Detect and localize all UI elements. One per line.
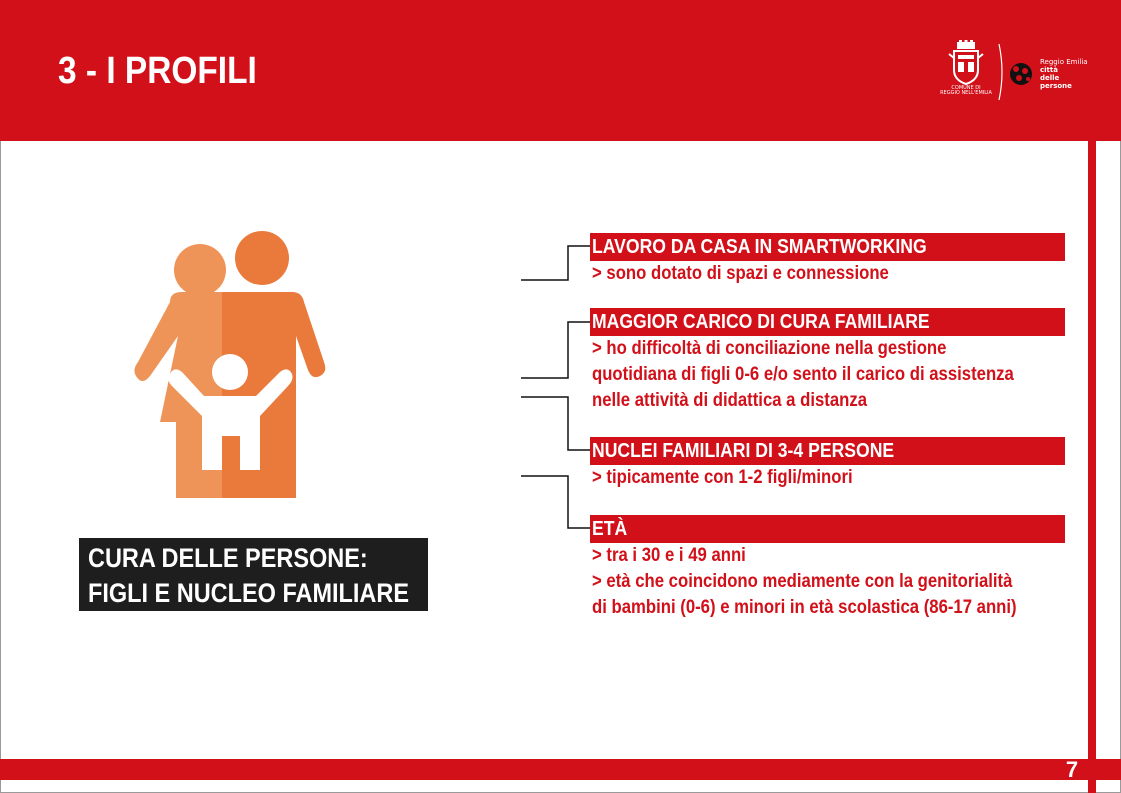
section-body-households (592, 465, 1082, 491)
caption-line-1: CURA DELLE PERSONE: (88, 543, 368, 573)
caption-line-2: FIGLI E NUCLEO FAMILIARE (88, 578, 410, 608)
section-heading-smartworking (590, 233, 1065, 261)
connector-2 (521, 322, 590, 378)
page-title: 3 - I PROFILI (58, 50, 257, 92)
right-accent-bar (1088, 141, 1096, 793)
header-band (0, 0, 1121, 141)
section-line: quotidiana di figli 0-6 e/o sento il carico di assistenza (592, 364, 1014, 385)
connector-4 (521, 476, 590, 528)
brand-name (1040, 58, 1088, 90)
brand-name-line: Reggio Emilia (1040, 58, 1088, 66)
section-line: > tra i 30 e i 49 anni (592, 545, 746, 566)
section-heading-households (590, 437, 1065, 465)
municipality-name-line: REGGIO NELL'EMILIA (940, 90, 992, 96)
section-line: di bambini (0-6) e minori in età scolastica (86-17 anni) (592, 597, 1017, 618)
logo-divider (996, 42, 1006, 102)
caption-box (79, 538, 428, 611)
section-line: nelle attività di didattica a distanza (592, 390, 868, 411)
section-heading-care-load (590, 308, 1065, 336)
brand-name-line: città (1040, 66, 1058, 74)
brand-name-line: delle persone (1040, 74, 1072, 90)
section-body-smartworking (592, 261, 1082, 287)
municipality-name-line: COMUNE DI (951, 85, 981, 91)
section-heading-text: MAGGIOR CARICO DI CURA FAMILIARE (592, 311, 930, 333)
family-icon (130, 226, 330, 502)
section-body-care-load (592, 336, 1082, 414)
municipality-name (940, 86, 992, 96)
logos (940, 40, 1088, 102)
footer-bar (0, 759, 1121, 780)
connector-3 (521, 397, 590, 450)
section-line: > sono dotato di spazi e connessione (592, 263, 889, 284)
page-number: 7 (1065, 757, 1079, 782)
section-body-age (592, 543, 1082, 621)
section-heading-text: NUCLEI FAMILIARI DI 3-4 PERSONE (592, 440, 895, 462)
section-heading-text: LAVORO DA CASA IN SMARTWORKING (592, 236, 927, 258)
section-line: > ho difficoltà di conciliazione nella gestione (592, 338, 947, 359)
citta-delle-persone-icon (1006, 58, 1036, 88)
section-line: > età che coincidono mediamente con la genitorialità (592, 571, 1013, 592)
section-line: > tipicamente con 1-2 figli/minori (592, 467, 853, 488)
section-heading-age (590, 515, 1065, 543)
connector-1 (521, 246, 590, 280)
section-heading-text: ETÀ (592, 518, 628, 540)
